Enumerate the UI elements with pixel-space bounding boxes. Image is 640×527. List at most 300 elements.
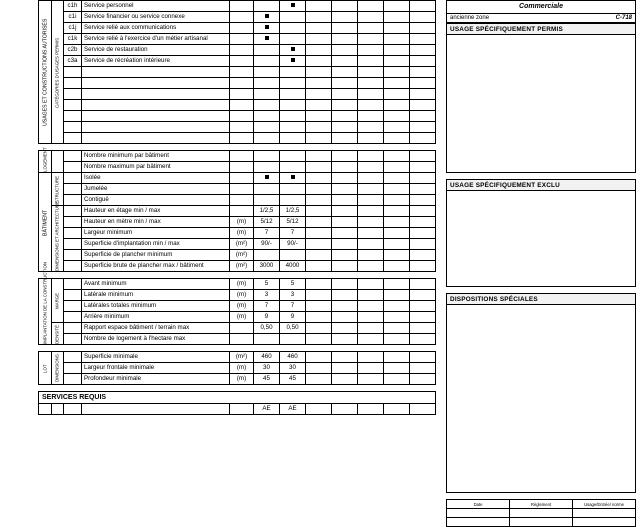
categories-label: CATÉGORIES D'USAGES PERMIS	[51, 1, 64, 144]
table-row	[39, 100, 436, 111]
usage-label	[82, 111, 230, 122]
row-value-zone1: 30	[254, 363, 280, 374]
row-value-zone2: AE	[280, 404, 306, 415]
spacer-cell	[64, 206, 82, 217]
usage-label: Service de restauration	[82, 45, 230, 56]
usage-label: Service financier ou service connexe	[82, 12, 230, 23]
usage-mark-empty	[384, 34, 410, 45]
usage-code: c1k	[64, 34, 82, 45]
usage-mark-empty	[358, 111, 384, 122]
usage-mark-zone1	[254, 133, 280, 144]
usage-unit	[230, 100, 254, 111]
row-label: Nombre de logement à l'hectare max	[82, 334, 230, 345]
row-value-empty	[332, 217, 358, 228]
spacer-cell	[64, 173, 82, 184]
amendment-table-wrap	[446, 499, 636, 527]
amendment-cell	[573, 509, 636, 518]
usage-label	[82, 67, 230, 78]
row-value-empty	[410, 217, 436, 228]
row-unit	[230, 323, 254, 334]
row-value-zone2	[280, 162, 306, 173]
row-unit: (m)	[230, 279, 254, 290]
usage-unit	[230, 34, 254, 45]
usage-mark-empty	[332, 12, 358, 23]
spacer-cell	[64, 239, 82, 250]
row-value-zone2: 3	[280, 290, 306, 301]
row-value-empty	[410, 261, 436, 272]
row-value-empty	[306, 206, 332, 217]
row-unit: (m²)	[230, 352, 254, 363]
usage-header-label: Commerciale	[519, 3, 563, 10]
usage-mark-empty	[358, 45, 384, 56]
usage-mark-empty	[384, 100, 410, 111]
row-unit: (m)	[230, 290, 254, 301]
amendment-cell	[447, 518, 510, 527]
row-value-empty	[384, 195, 410, 206]
usage-mark-empty	[410, 100, 436, 111]
usage-mark-empty	[306, 56, 332, 67]
usage-unit	[230, 122, 254, 133]
usage-code	[64, 67, 82, 78]
row-value-empty	[358, 261, 384, 272]
row-value-empty	[384, 217, 410, 228]
row-value-empty	[410, 250, 436, 261]
row-label: Nombre maximum par bâtiment	[82, 162, 230, 173]
row-label: Avant minimum	[82, 279, 230, 290]
table-row	[39, 404, 436, 415]
usage-mark-zone1	[254, 23, 280, 34]
row-value-empty	[358, 279, 384, 290]
row-label: Hauteur en étage min / max	[82, 206, 230, 217]
amendment-header-cell: Règlement	[510, 500, 573, 509]
spacer-cell	[64, 363, 82, 374]
usage-mark-empty	[358, 12, 384, 23]
row-label: Latérale minimum	[82, 290, 230, 301]
row-value-empty	[332, 290, 358, 301]
usage-mark-empty	[358, 133, 384, 144]
row-value-zone2: 1/2,5	[280, 206, 306, 217]
usage-mark-empty	[332, 122, 358, 133]
row-value-zone2	[280, 151, 306, 162]
usage-mark-zone2	[280, 12, 306, 23]
mark-square	[291, 47, 295, 51]
row-label: Superficie de plancher minimum	[82, 250, 230, 261]
spacer-cell	[64, 195, 82, 206]
row-unit: (m)	[230, 374, 254, 385]
row-value-empty	[332, 250, 358, 261]
table-row	[39, 133, 436, 144]
row-label: Rapport espace bâtiment / terrain max	[82, 323, 230, 334]
row-value-empty	[332, 279, 358, 290]
row-value-empty	[358, 404, 384, 415]
usage-mark-empty	[306, 1, 332, 12]
usage-mark-empty	[332, 133, 358, 144]
table-row	[39, 217, 436, 228]
usage-mark-empty	[306, 67, 332, 78]
usage-header-box	[446, 0, 636, 23]
row-value-empty	[306, 352, 332, 363]
ancienne-zone-label: ancienne zone	[450, 15, 490, 21]
row-value-empty	[410, 195, 436, 206]
row-value-empty	[384, 352, 410, 363]
table-row	[39, 151, 436, 162]
row-value-empty	[306, 301, 332, 312]
amendment-header-cell: Usage/Entrée/ norme	[573, 500, 636, 509]
row-value-empty	[358, 301, 384, 312]
row-value-zone2: 90/-	[280, 239, 306, 250]
usage-mark-zone2	[280, 133, 306, 144]
usage-mark-empty	[306, 111, 332, 122]
row-value-empty	[332, 301, 358, 312]
row-unit: (m)	[230, 228, 254, 239]
row-value-zone2: 30	[280, 363, 306, 374]
table-row	[39, 34, 436, 45]
usage-mark-zone1	[254, 100, 280, 111]
logement-sub-label	[51, 151, 64, 173]
row-value-empty	[358, 151, 384, 162]
usage-unit	[230, 78, 254, 89]
row-value-zone2: 0,50	[280, 323, 306, 334]
usage-mark-empty	[410, 12, 436, 23]
usage-mark-zone2	[280, 34, 306, 45]
usage-mark-zone2	[280, 56, 306, 67]
row-value-empty	[384, 323, 410, 334]
usage-mark-zone1	[254, 34, 280, 45]
usage-mark-empty	[384, 1, 410, 12]
row-value-empty	[358, 206, 384, 217]
row-value-empty	[332, 352, 358, 363]
usage-mark-empty	[410, 56, 436, 67]
usage-mark-empty	[384, 89, 410, 100]
usage-mark-empty	[410, 89, 436, 100]
row-value-empty	[384, 334, 410, 345]
row-value-zone2: 7	[280, 301, 306, 312]
row-unit	[230, 151, 254, 162]
row-value-empty	[410, 363, 436, 374]
table-row	[39, 239, 436, 250]
usage-mark-empty	[384, 23, 410, 34]
table-row	[39, 301, 436, 312]
row-label: Largeur frontale minimale	[82, 363, 230, 374]
spacer-cell	[39, 404, 52, 415]
usage-mark-empty	[332, 100, 358, 111]
row-value-empty	[410, 374, 436, 385]
usage-mark-zone1	[254, 45, 280, 56]
row-label: Latérales totales minimum	[82, 301, 230, 312]
table-row	[39, 23, 436, 34]
usage-unit	[230, 111, 254, 122]
usage-unit	[230, 56, 254, 67]
usage-mark-empty	[410, 1, 436, 12]
usage-mark-zone2	[280, 78, 306, 89]
mark-square	[291, 175, 295, 179]
row-value-empty	[332, 151, 358, 162]
row-unit	[230, 184, 254, 195]
row-value-zone1	[254, 334, 280, 345]
mark-square	[265, 14, 269, 18]
usage-code	[64, 111, 82, 122]
row-unit: (m²)	[230, 261, 254, 272]
row-value-empty	[332, 239, 358, 250]
row-value-empty	[410, 162, 436, 173]
mark-square	[291, 3, 295, 7]
usage-label	[82, 78, 230, 89]
usage-mark-empty	[306, 12, 332, 23]
row-value-zone1	[254, 162, 280, 173]
spacer-cell	[64, 312, 82, 323]
row-value-empty	[332, 323, 358, 334]
usage-mark-zone2	[280, 111, 306, 122]
usage-unit	[230, 67, 254, 78]
row-value-empty	[332, 206, 358, 217]
row-unit	[230, 206, 254, 217]
row-value-empty	[306, 290, 332, 301]
usage-mark-empty	[384, 133, 410, 144]
spacer-cell	[64, 184, 82, 195]
usage-mark-empty	[410, 122, 436, 133]
table-row	[39, 67, 436, 78]
row-value-empty	[410, 279, 436, 290]
table-row	[39, 206, 436, 217]
usage-mark-empty	[358, 89, 384, 100]
row-unit	[230, 173, 254, 184]
row-value-empty	[384, 162, 410, 173]
row-value-empty	[410, 206, 436, 217]
ancienne-zone-value: C-718	[615, 15, 632, 21]
row-unit: (m)	[230, 363, 254, 374]
row-value-empty	[306, 195, 332, 206]
row-value-zone1: 5/12	[254, 217, 280, 228]
row-value-empty	[384, 404, 410, 415]
mark-square	[265, 175, 269, 179]
table-row	[39, 374, 436, 385]
row-value-empty	[410, 404, 436, 415]
row-value-empty	[332, 374, 358, 385]
row-value-empty	[306, 404, 332, 415]
usage-code	[64, 78, 82, 89]
usage-mark-zone2	[280, 100, 306, 111]
implantation-section-label: IMPLANTATION DE LA CONSTRUCTION	[39, 279, 52, 345]
row-unit	[230, 162, 254, 173]
spacer-cell	[64, 404, 82, 415]
spacer-cell	[64, 323, 82, 334]
row-value-empty	[332, 363, 358, 374]
usage-code	[64, 122, 82, 133]
row-value-empty	[358, 195, 384, 206]
lot-dimensions-label: DIMENSIONS	[51, 352, 64, 385]
row-value-empty	[332, 184, 358, 195]
row-value-zone1: 7	[254, 301, 280, 312]
batiment-section-label: BÂTIMENT	[39, 173, 52, 272]
usage-mark-empty	[410, 45, 436, 56]
table-row	[39, 363, 436, 374]
row-value-zone1	[254, 250, 280, 261]
usage-mark-empty	[358, 100, 384, 111]
row-value-empty	[358, 228, 384, 239]
usage-mark-zone1	[254, 89, 280, 100]
usage-code: c1h	[64, 1, 82, 12]
spacer-cell	[51, 404, 64, 415]
batiment-block	[38, 147, 436, 272]
usage-mark-empty	[332, 67, 358, 78]
row-value-empty	[306, 228, 332, 239]
usage-mark-empty	[306, 45, 332, 56]
table-row	[39, 78, 436, 89]
usage-unit	[230, 133, 254, 144]
table-row	[39, 162, 436, 173]
row-value-empty	[306, 312, 332, 323]
row-value-empty	[384, 374, 410, 385]
row-value-zone2: 5/12	[280, 217, 306, 228]
row-value-empty	[358, 334, 384, 345]
right-column	[446, 0, 636, 527]
usage-mark-empty	[384, 56, 410, 67]
table-row	[39, 45, 436, 56]
amendment-header-cell: Date	[447, 500, 510, 509]
row-value-zone1: 460	[254, 352, 280, 363]
usage-mark-empty	[384, 67, 410, 78]
usage-mark-empty	[306, 122, 332, 133]
panel-body	[447, 305, 635, 309]
usage-code	[64, 89, 82, 100]
row-value-empty	[332, 228, 358, 239]
table-row	[39, 122, 436, 133]
row-value-empty	[384, 279, 410, 290]
row-value-empty	[410, 239, 436, 250]
row-value-zone1: AE	[254, 404, 280, 415]
ancienne-zone-row	[447, 13, 635, 22]
usage-mark-empty	[410, 78, 436, 89]
row-value-empty	[358, 363, 384, 374]
row-value-empty	[410, 290, 436, 301]
usage-mark-empty	[410, 111, 436, 122]
row-value-empty	[410, 352, 436, 363]
row-value-zone2	[280, 334, 306, 345]
usage-mark-empty	[410, 23, 436, 34]
row-value-empty	[332, 312, 358, 323]
usage-unit	[230, 12, 254, 23]
row-value-zone2: 9	[280, 312, 306, 323]
table-row	[39, 184, 436, 195]
table-row	[39, 323, 436, 334]
row-label: Largeur minimum	[82, 228, 230, 239]
panel-title: USAGE SPÉCIFIQUEMENT PERMIS	[447, 24, 635, 35]
row-value-zone1: 7	[254, 228, 280, 239]
row-unit: (m²)	[230, 250, 254, 261]
usage-mark-zone1	[254, 12, 280, 23]
panel-dispositions-speciales	[446, 293, 636, 493]
row-value-empty	[306, 363, 332, 374]
panel-usage-specifiquement-exclu	[446, 179, 636, 287]
usage-mark-empty	[358, 67, 384, 78]
table-row	[39, 334, 436, 345]
usage-label: Service relié aux communications	[82, 23, 230, 34]
row-value-zone2: 460	[280, 352, 306, 363]
row-value-zone1	[254, 151, 280, 162]
row-value-empty	[306, 279, 332, 290]
row-value-empty	[358, 374, 384, 385]
row-value-zone1	[254, 184, 280, 195]
panel-title: USAGE SPÉCIFIQUEMENT EXCLU	[447, 180, 635, 191]
usage-mark-zone2	[280, 23, 306, 34]
row-value-empty	[410, 184, 436, 195]
row-value-empty	[410, 334, 436, 345]
panel-body	[447, 191, 635, 195]
spacer-cell	[64, 250, 82, 261]
row-value-zone1: 45	[254, 374, 280, 385]
spacer-cell	[64, 290, 82, 301]
structure-label: STRUCTURE	[51, 173, 64, 206]
mark-square	[265, 36, 269, 40]
spacer-cell	[64, 301, 82, 312]
table-row	[39, 56, 436, 67]
densite-label: DENSITÉ	[51, 323, 64, 345]
table-row	[39, 12, 436, 23]
row-unit: (m)	[230, 217, 254, 228]
usage-unit	[230, 1, 254, 12]
amendment-row	[447, 509, 636, 518]
row-value-empty	[384, 228, 410, 239]
row-value-zone2	[280, 250, 306, 261]
spacer-cell	[64, 279, 82, 290]
usage-mark-empty	[358, 122, 384, 133]
row-value-empty	[332, 162, 358, 173]
row-value-zone2: 7	[280, 228, 306, 239]
row-value-empty	[410, 151, 436, 162]
row-value-empty	[306, 184, 332, 195]
row-value-empty	[358, 239, 384, 250]
usage-mark-empty	[306, 100, 332, 111]
row-label: Jumelée	[82, 184, 230, 195]
usage-mark-empty	[358, 1, 384, 12]
usage-label: Service de récréation intérieure	[82, 56, 230, 67]
row-value-empty	[332, 261, 358, 272]
row-value-empty	[306, 334, 332, 345]
marge-label: MARGE	[51, 279, 64, 323]
usage-mark-empty	[384, 78, 410, 89]
row-value-zone1: 9	[254, 312, 280, 323]
row-value-empty	[306, 323, 332, 334]
row-label: Contiguë	[82, 195, 230, 206]
row-label: Superficie d'implantation min / max	[82, 239, 230, 250]
row-value-empty	[384, 184, 410, 195]
row-value-zone2	[280, 184, 306, 195]
usage-label: Service relié à l'exercice d'un métier artisanal	[82, 34, 230, 45]
table-row	[39, 279, 436, 290]
usage-unit	[230, 23, 254, 34]
logement-section-label: LOGEMENT	[39, 151, 52, 173]
row-value-zone2	[280, 195, 306, 206]
row-value-empty	[410, 312, 436, 323]
amendment-header-row	[447, 500, 636, 509]
row-value-zone1: 1/2,5	[254, 206, 280, 217]
row-unit	[230, 334, 254, 345]
mark-square	[265, 25, 269, 29]
usage-mark-empty	[332, 34, 358, 45]
usage-mark-zone2	[280, 122, 306, 133]
table-row	[39, 290, 436, 301]
services-block	[38, 391, 436, 415]
usage-mark-zone2	[280, 89, 306, 100]
usage-mark-empty	[358, 23, 384, 34]
usage-mark-empty	[410, 133, 436, 144]
table-row	[39, 1, 436, 12]
usage-label	[82, 100, 230, 111]
row-value-empty	[332, 173, 358, 184]
table-row	[39, 312, 436, 323]
usage-code: c1i	[64, 12, 82, 23]
spacer-cell	[64, 217, 82, 228]
